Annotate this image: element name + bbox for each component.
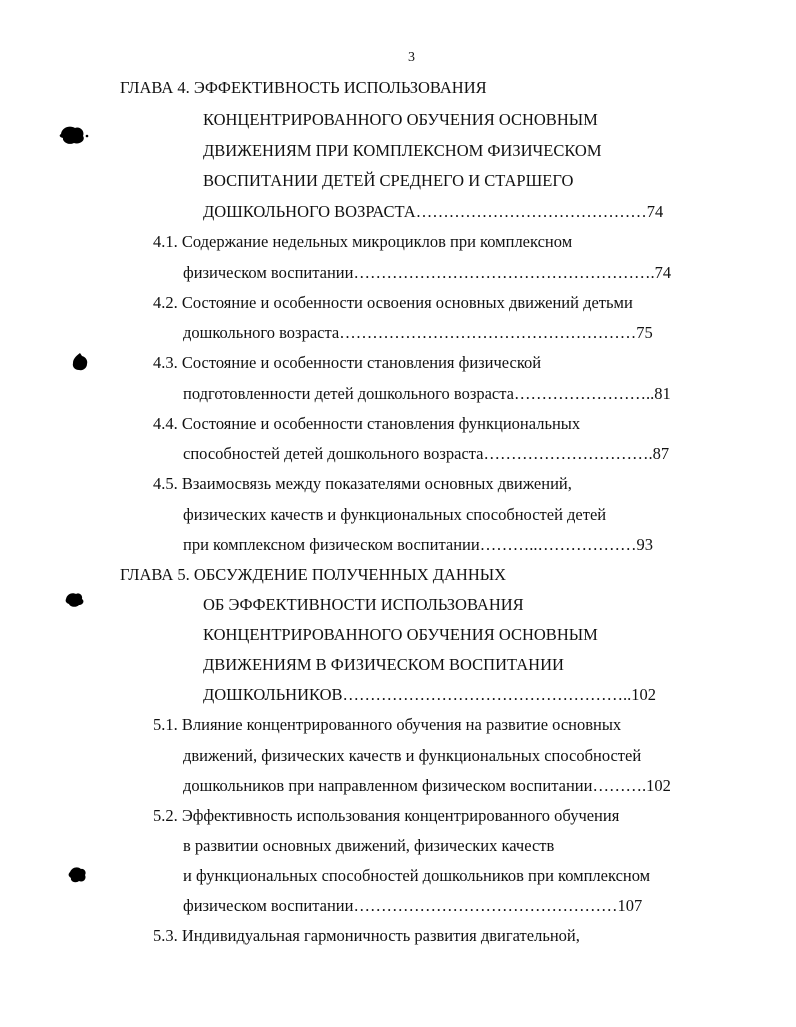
chapter-4-title-line-5: ДОШКОЛЬНОГО ВОЗРАСТА……………………………………74 — [203, 202, 664, 221]
page-number: 3 — [408, 50, 415, 65]
section-4-4-line-2: способностей детей дошкольного возраста………………………….87 — [183, 444, 670, 463]
section-5-2-line-2: в развитии основных движений, физических качеств — [183, 836, 555, 855]
section-5-2-line-4: физическом воспитании…………………………………………107 — [183, 896, 643, 915]
section-4-4-line-1: 4.4. Состояние и особенности становления функциональных — [153, 414, 581, 433]
section-5-1-line-3: дошкольников при направленном физическом воспитании……….102 — [183, 776, 671, 795]
section-4-5-line-2: физических качеств и функциональных способностей детей — [183, 505, 607, 524]
section-5-3-line-1: 5.3. Индивидуальная гармоничность развития двигательной, — [153, 926, 580, 945]
section-4-5-line-1: 4.5. Взаимосвязь между показателями основных движений, — [153, 474, 572, 493]
ink-blot-icon — [70, 352, 90, 372]
section-4-3-line-1: 4.3. Состояние и особенности становления физической — [153, 353, 542, 372]
chapter-4-title-line-4: ВОСПИТАНИИ ДЕТЕЙ СРЕДНЕГО И СТАРШЕГО — [203, 171, 574, 190]
chapter-5-title-line-2: ОБ ЭФФЕКТИВНОСТИ ИСПОЛЬЗОВАНИЯ — [203, 595, 524, 614]
ink-blot-icon — [58, 124, 90, 146]
section-5-2-line-1: 5.2. Эффективность использования концентрированного обучения — [153, 806, 620, 825]
chapter-5-title-line-5: ДОШКОЛЬНИКОВ……………………………………………..102 — [203, 685, 657, 704]
chapter-5-title-line-3: КОНЦЕНТРИРОВАННОГО ОБУЧЕНИЯ ОСНОВНЫМ — [203, 625, 598, 644]
section-4-1-line-1: 4.1. Содержание недельных микроциклов при комплексном — [153, 232, 573, 251]
section-5-1-line-2: движений, физических качеств и функциональных способностей — [183, 746, 642, 765]
chapter-4-title-line-1: ГЛАВА 4. ЭФФЕКТИВНОСТЬ ИСПОЛЬЗОВАНИЯ — [120, 78, 487, 97]
section-5-2-line-3: и функциональных способностей дошкольников при комплексном — [183, 866, 651, 885]
section-4-1-line-2: физическом воспитании……………………………………………….74 — [183, 263, 672, 282]
chapter-5-title-line-1: ГЛАВА 5. ОБСУЖДЕНИЕ ПОЛУЧЕННЫХ ДАННЫХ — [120, 565, 507, 584]
chapter-5-title-line-4: ДВИЖЕНИЯМ В ФИЗИЧЕСКОМ ВОСПИТАНИИ — [203, 655, 564, 674]
ink-blot-icon — [66, 864, 88, 886]
section-4-2-line-2: дошкольного возраста………………………………………………75 — [183, 323, 653, 342]
section-4-5-line-3: при комплексном физическом воспитании………..………………93 — [183, 535, 653, 554]
ink-blot-icon — [64, 590, 86, 610]
section-5-1-line-1: 5.1. Влияние концентрированного обучения на развитие основных — [153, 715, 622, 734]
chapter-4-title-line-2: КОНЦЕНТРИРОВАННОГО ОБУЧЕНИЯ ОСНОВНЫМ — [203, 110, 598, 129]
chapter-4-title-line-3: ДВИЖЕНИЯМ ПРИ КОМПЛЕКСНОМ ФИЗИЧЕСКОМ — [203, 141, 602, 160]
section-4-2-line-1: 4.2. Состояние и особенности освоения основных движений детьми — [153, 293, 633, 312]
section-4-3-line-2: подготовленности детей дошкольного возраста……………………..81 — [183, 384, 671, 403]
